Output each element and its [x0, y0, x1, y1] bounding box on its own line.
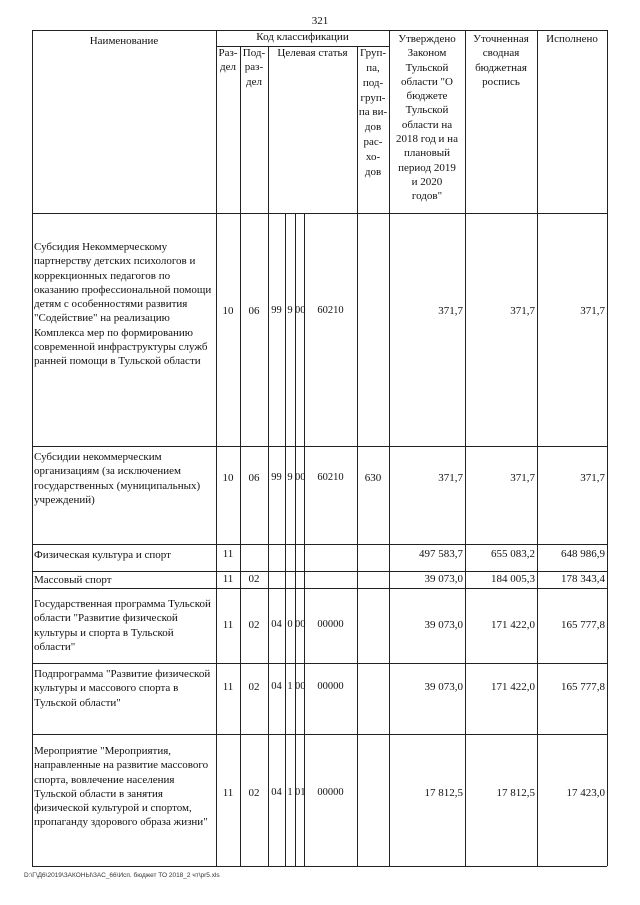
cell-razdel: 11: [222, 573, 234, 585]
cell-approved: 39 073,0: [424, 619, 463, 631]
cell-t2: 9: [287, 472, 293, 483]
cell-t2: 0: [287, 619, 293, 630]
cell-t4: 60210: [317, 305, 344, 316]
header-razdel: Раз- дел: [218, 47, 238, 74]
header-target: Целевая статья: [277, 47, 348, 59]
cell-t3: 00: [295, 472, 306, 483]
cell-podrazdel: 02: [248, 681, 260, 693]
cell-refined: 655 083,2: [491, 548, 535, 560]
cell-approved: 39 073,0: [424, 681, 463, 693]
cell-razdel: 10: [222, 472, 234, 484]
cell-refined: 17 812,5: [496, 787, 535, 799]
cell-approved: 371,7: [438, 305, 463, 317]
cell-razdel: 11: [222, 787, 234, 799]
header-approved: Утверждено Законом Тульской области "О бюджете Тульской области на 2018 год и на плановый период 2019 и 2020 годов": [396, 33, 458, 203]
cell-approved: 17 812,5: [424, 787, 463, 799]
cell-razdel: 11: [222, 548, 234, 560]
cell-refined: 171 422,0: [491, 681, 535, 693]
cell-t4: 00000: [317, 787, 344, 798]
cell-t2: 9: [287, 305, 293, 316]
row-name: Субсидия Некоммерческому партнерству детских психологов и коррекционных педагогов по оказанию профессиональной помощи детям с особенностями развития "Содействие" на реализацию Комплекса мер по формированию современной инфраструктуры служб ранней помощи в Тульской области: [34, 241, 212, 368]
cell-executed: 371,7: [580, 472, 605, 484]
cell-t3: 00: [295, 619, 306, 630]
header-refined: Уточненная сводная бюджетная роспись: [473, 33, 529, 88]
cell-refined: 184 005,3: [491, 573, 535, 585]
cell-t1: 99: [271, 472, 282, 483]
cell-podrazdel: 06: [248, 305, 260, 317]
header-name: Наименование: [89, 35, 159, 47]
header-group: Груп- па, под- груп- па ви- дов рас- хо- дов: [358, 47, 388, 178]
cell-executed: 648 986,9: [561, 548, 605, 560]
cell-razdel: 11: [222, 619, 234, 631]
cell-t3: 00: [295, 681, 306, 692]
file-path-footer: D:\Г\Д6\2019\ЗАКОНЫ\ЗАС_66\Исп. бюджет ТО 2018_2 чт\pr5.xls: [24, 872, 220, 879]
cell-t1: 04: [271, 787, 282, 798]
cell-executed: 17 423,0: [566, 787, 605, 799]
cell-refined: 371,7: [510, 305, 535, 317]
cell-executed: 371,7: [580, 305, 605, 317]
cell-approved: 497 583,7: [419, 548, 463, 560]
header-podrazdel: Под- раз- дел: [242, 47, 266, 88]
cell-razdel: 11: [222, 681, 234, 693]
cell-approved: 371,7: [438, 472, 463, 484]
cell-approved: 39 073,0: [424, 573, 463, 585]
row-name: Подпрограмма "Развитие физической культуры и массового спорта в Тульской области": [34, 668, 211, 709]
cell-podrazdel: 02: [248, 619, 260, 631]
page-number: 321: [311, 15, 329, 27]
cell-podrazdel: 02: [248, 573, 260, 585]
cell-t4: 00000: [317, 619, 344, 630]
cell-t3: 00: [295, 305, 306, 316]
cell-refined: 171 422,0: [491, 619, 535, 631]
row-name: Физическая культура и спорт: [34, 549, 171, 561]
row-name: Субсидии некоммерческим организациям (за исключением государственных (муниципальных) учреждений): [34, 451, 201, 506]
cell-t1: 04: [271, 619, 282, 630]
cell-t4: 00000: [317, 681, 344, 692]
cell-podrazdel: 02: [248, 787, 260, 799]
row-name: Массовый спорт: [34, 574, 112, 586]
header-code: Код классификации: [256, 31, 349, 43]
cell-group: 630: [364, 472, 382, 484]
cell-executed: 178 343,4: [561, 573, 605, 585]
cell-t4: 60210: [317, 472, 344, 483]
row-name: Мероприятие "Мероприятия, направленные на развитие массового спорта, вовлечение населения Тульской области в занятия физической культурой и спортом, пропаганду здорового образа жизни": [34, 745, 209, 829]
cell-razdel: 10: [222, 305, 234, 317]
cell-refined: 371,7: [510, 472, 535, 484]
cell-podrazdel: 06: [248, 472, 260, 484]
cell-t2: 1: [287, 787, 293, 798]
cell-t3: 01: [295, 787, 306, 798]
cell-t1: 04: [271, 681, 282, 692]
cell-t2: 1: [287, 681, 293, 692]
cell-executed: 165 777,8: [561, 681, 605, 693]
cell-executed: 165 777,8: [561, 619, 605, 631]
cell-t1: 99: [271, 305, 282, 316]
header-executed: Исполнено: [546, 33, 598, 45]
row-name: Государственная программа Тульской области "Развитие физической культуры и спорта в Тульской области": [34, 598, 211, 653]
